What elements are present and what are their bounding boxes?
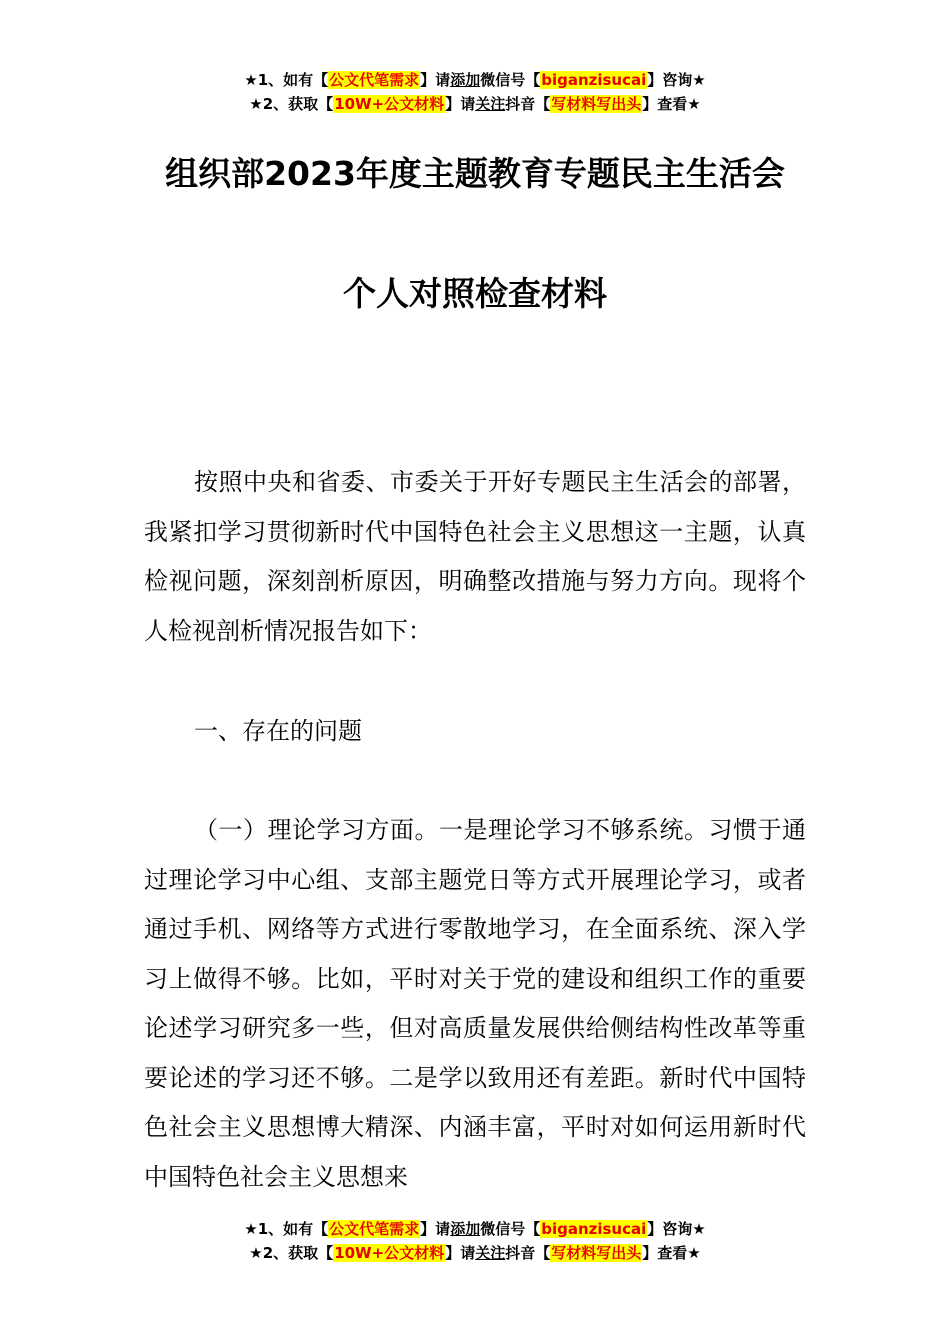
section-paragraph: （一）理论学习方面。一是理论学习不够系统。习惯于通过理论学习中心组、支部主题党日等方式开展理论学习，或者通过手机、网络等方式进行零散地学习，在全面系统、深入学习上做得不够。比如，平时对关于党的建设和组织工作的重要论述学习研究多一些，但对高质量发展供给侧结构性改革等重要论述的学习还不够。二是学以致用还有差距。新时代中国特色社会主义思想博大精深、内涵丰富，平时对如何运用新时代中国特色社会主义思想来 <box>144 816 806 1191</box>
page-title-line-2: 个人对照检查材料 <box>343 274 607 313</box>
banner-highlight: 10W+公文材料 <box>334 95 445 113</box>
banner-douyin-id: 写材料写出头 <box>551 1244 642 1262</box>
banner-wechat-id: biganzisucai <box>541 1220 647 1238</box>
banner-underline: 关注 <box>475 95 506 113</box>
banner-wechat-id: biganzisucai <box>541 71 647 89</box>
banner-underline: 添加 <box>450 71 481 89</box>
banner-underline: 关注 <box>475 1244 506 1262</box>
banner-highlight: 10W+公文材料 <box>334 1244 445 1262</box>
banner-line-1: ★1、如有【公文代笔需求】请添加微信号【biganzisucai】咨询★ <box>244 1220 706 1238</box>
banner-highlight: 公文代笔需求 <box>329 1220 420 1238</box>
banner-line-1: ★1、如有【公文代笔需求】请添加微信号【biganzisucai】咨询★ <box>244 71 706 89</box>
footer-banner <box>0 1217 950 1265</box>
header-banner <box>0 68 950 116</box>
intro-paragraph: 按照中央和省委、市委关于开好专题民主生活会的部署，我紧扣学习贯彻新时代中国特色社会主义思想这一主题，认真检视问题，深刻剖析原因，明确整改措施与努力方向。现将个人检视剖析情况报告如下： <box>144 468 806 645</box>
banner-line-2: ★2、获取【10W+公文材料】请关注抖音【写材料写出头】查看★ <box>249 1244 701 1262</box>
section-heading: 一、存在的问题 <box>194 717 362 745</box>
banner-highlight: 公文代笔需求 <box>329 71 420 89</box>
banner-underline: 添加 <box>450 1220 481 1238</box>
banner-douyin-id: 写材料写出头 <box>551 95 642 113</box>
banner-line-2: ★2、获取【10W+公文材料】请关注抖音【写材料写出头】查看★ <box>249 95 701 113</box>
page-title-line-1: 组织部2023年度主题教育专题民主生活会 <box>165 154 785 193</box>
